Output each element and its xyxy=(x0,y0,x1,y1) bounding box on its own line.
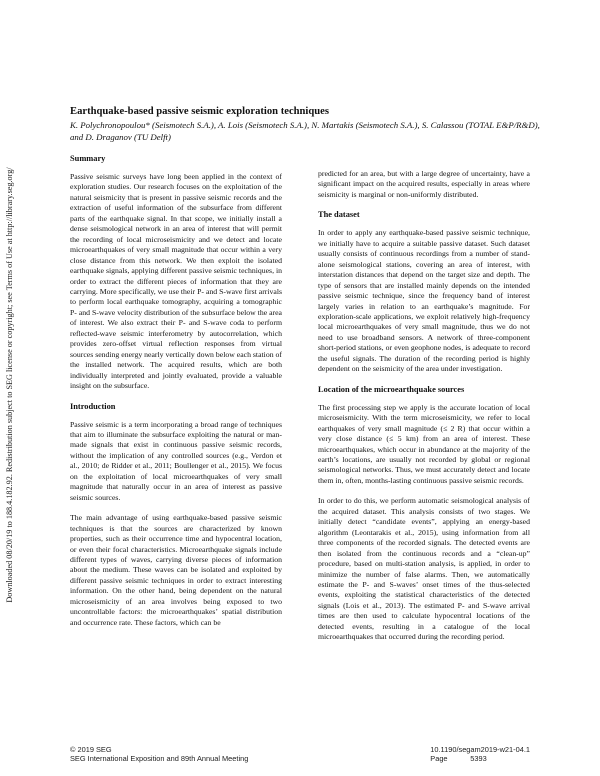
location-paragraph-1: The first processing step we apply is the accurate location of local microseismicity. With the term microseismicity, we refer to local earthquakes of very small magnitude (≤ 2 R) that occur within a very close distance (≤ 5 km) from an area of interest. These microearthquakes, which occur in abundance at the majority of the earth’s locations, are usually not recorded by global or regional seismological networks. Thus, we must accurately detect and locate them in, often, months-lasting continuous passive seismic records. xyxy=(318,402,530,485)
paper-header xyxy=(70,106,540,143)
introduction-paragraph-2: The main advantage of using earthquake-based passive seismic techniques is that the sources are characterized by known properties, such as their occurrence time and hypocentral location, or even their focal characteristics. Microearthquake signals include different types of waves, carrying diverse pieces of information about the medium. These waves can be isolated and exploited by different passive seismic techniques in order to extract interesting information. On the other hand, being dependent on the natural microseismicity of an area involves being exposed to two uncontrollable factors: the microearthquakes’ spatial distribution and occurrence rate. These factors, which can be xyxy=(70,513,282,627)
download-notice-text: Downloaded 08/20/19 to 188.4.182.92. Redistribution subject to SEG license or copyright; see Terms of Use at http://library.seg.org/ xyxy=(5,167,14,603)
dataset-paragraph: In order to apply any earthquake-based passive seismic technique, we initially have to acquire a suitable passive dataset. Such dataset usually consists of continuous recordings from a number of stand-alone seismological stations, covering an area of interest, with interstation distances that depend on the target size and depth. The type of sensors that are installed mainly depends on the intended passive seismic technique, since the frequency band of interest largely varies in relation to an earthquake’s magnitude. For exploration-scale applications, we exploit relatively high-frequency local microearthquakes of very small magnitude, thus we do not need to use broadband sensors. A network of three-component short-period stations, or even geophone nodes, is adequate to record the useful signals. The duration of the recording period is highly dependent on the seismicity of the area under investigation. xyxy=(318,228,530,374)
right-column xyxy=(318,169,530,653)
footer-meeting: SEG International Exposition and 89th Annual Meeting xyxy=(70,754,249,764)
summary-heading: Summary xyxy=(70,154,106,163)
introduction-continuation: predicted for an area, but with a large degree of uncertainty, have a significant impact on the acquired results, especially in areas where seismicity is marginal or non-uniformly distributed. xyxy=(318,169,530,199)
footer-page-number: 5393 xyxy=(470,754,487,764)
download-notice xyxy=(4,120,16,650)
footer-doi: 10.1190/segam2019-w21-04.1 xyxy=(430,745,530,754)
author-list: K. Polychronopoulou* (Seismotech S.A.), A. Lois (Seismotech S.A.), N. Martakis (Seismotech S.A.), S. Calassou (TOTAL E&P/R&D), and D. Draganov (TU Delft) xyxy=(70,120,540,142)
footer-copyright: © 2019 SEG xyxy=(70,745,112,754)
introduction-heading: Introduction xyxy=(70,401,116,411)
paper-title: Earthquake-based passive seismic exploration techniques xyxy=(70,106,329,117)
location-heading: Location of the microearthquake sources xyxy=(318,384,465,394)
left-column xyxy=(70,150,282,638)
dataset-heading: The dataset xyxy=(318,210,360,220)
location-paragraph-2: In order to do this, we perform automatic seismological analysis of the acquired dataset. This analysis consists of two stages. We initially detect “candidate events”, applying an energy-based algorithm (Leontarakis et al., 2015), using information from all three components of the recorded signals. The detected events are then isolated from the continuous records and a “clean-up” procedure, based on multi-station analysis, is applied, in order to minimize the number of false alarms. Then, we automatically estimate the P- and S-waves’ onset times of the thus-selected events, exploiting the statistical characteristics of the detected signals (Lois et al., 2013). The estimated P- and S-wave arrival times are then used to calculate hypocentral locations of the detected events, resulting in a catalogue of the local microearthquakes that occurred during the recording period. xyxy=(318,496,530,642)
footer-page-label: Page xyxy=(430,754,448,764)
summary-paragraph: Passive seismic surveys have long been applied in the context of exploration studies. Our research focuses on the exploitation of the natural seismicity that is present in passive seismic records and the extraction of useful information of the subsurface from different parts of the earthquake signal. In that scope, we initially install a dense seismological network in an area of interest that will permit the recording of local microseismicity and we detect and locate microearthquakes of very small magnitude that occur within a very close distance from this network. We then exploit the isolated earthquake signals, applying different passive seismic techniques, in order to extract the different pieces of information that they are carrying. More specifically, we use their P- and S-wave first arrivals to perform local earthquake tomography, acquiring a tomographic P- and S-wave velocity distribution of the subsurface below the area of interest. We also extract their P- and S-wave coda to perform reflected-wave seismic interferometry by autocorrelation, which provides zero-offset virtual reflection responses from virtual sources sending energy nearly vertically down below each station of the installed network. The acquired results, which are both individually interpreted and jointly evaluated, provide a valuable insight on the subsurface. xyxy=(70,172,282,391)
introduction-paragraph-1: Passive seismic is a term incorporating a broad range of techniques that aim to illuminate the subsurface exploiting the natural or man-made signals that exist in continuous passive seismic records, without the implication of any controlled sources (e.g., Verdon et al., 2010; de Ridder et al., 2011; Boullenger et al., 2015). We focus on the exploitation of local microearthquakes of very small magnitude that naturally occur in an area of interest as passive seismic sources. xyxy=(70,419,282,502)
